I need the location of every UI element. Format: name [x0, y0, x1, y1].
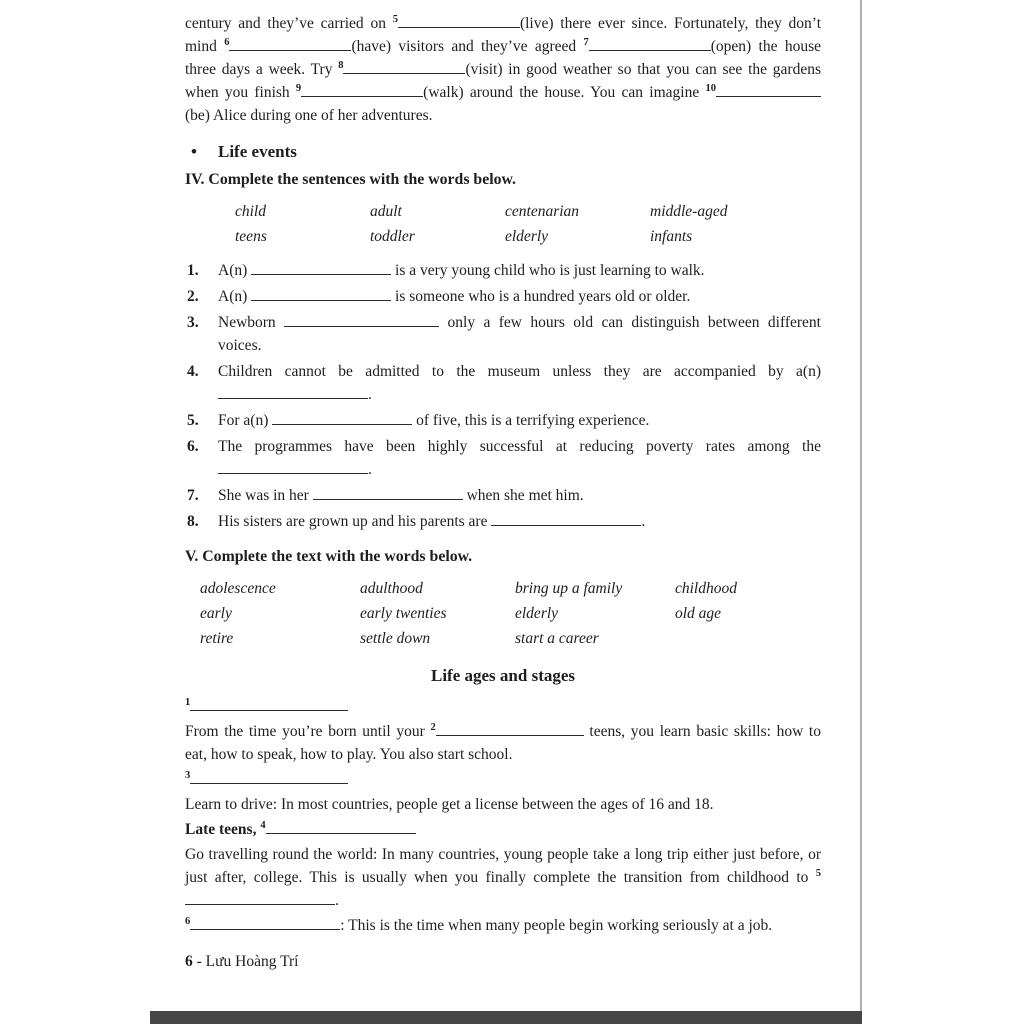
life-events-bullet-row [185, 140, 821, 163]
stage-early-teens-paragraph: From the time you’re born until your $^2$ teens, you learn basic skills: how to eat, how to speak, how to play. You also start school. [185, 721, 821, 763]
wordbank-word: retire [200, 630, 234, 647]
exercise-iv-item [185, 484, 821, 507]
item-number: 2. [187, 288, 199, 305]
item-number: 3. [187, 314, 199, 331]
wordbank-word: child [235, 203, 266, 220]
wordbank-word: bring up a family [515, 580, 623, 597]
item-number: 1. [187, 262, 199, 279]
wordbank-iv [185, 199, 821, 249]
wordbank-word: childhood [675, 580, 737, 597]
exercise-iv-item [185, 435, 821, 481]
stage-start-career-paragraph: $^6$ : This is the time when many people begin working seriously at a job. [185, 915, 773, 934]
wordbank-word: infants [650, 228, 693, 245]
stage-go-travelling-paragraph: Go travelling round the world: In many countries, young people take a long trip either just before, or just after, college. This is usually when you finally complete the transition from childhood to $^5$. [185, 846, 821, 909]
item-number: 5. [187, 412, 199, 429]
exercise-v-heading: V. Complete the text with the words below. [185, 548, 473, 565]
footer-author: - Lưu Hoàng Trí [192, 953, 299, 970]
item-text: A(n) is a very young child who is just learning to walk. [218, 262, 705, 279]
item-text: A(n) is someone who is a hundred years old or older. [218, 288, 691, 305]
stage-learn-to-drive-paragraph: Learn to drive: In most countries, people get a license between the ages of 16 and 18. [185, 796, 714, 813]
exercise-iv-item [185, 409, 821, 432]
wordbank-word: settle down [360, 630, 431, 647]
scan-bottom-bar [150, 1011, 862, 1024]
wordbank-word: adulthood [360, 580, 423, 597]
wordbank-word: start a career [515, 630, 599, 647]
wordbank-word: toddler [370, 228, 415, 245]
item-text: For a(n) of five, this is a terrifying experience. [218, 412, 650, 429]
item-text: She was in her when she met him. [218, 487, 584, 504]
page-content [185, 12, 821, 973]
wordbank-word: adult [370, 203, 402, 220]
exercise-iv-item [185, 259, 821, 282]
life-stages-text [185, 695, 821, 937]
item-number: 6. [187, 438, 199, 455]
bullet-icon: • [191, 142, 197, 161]
wordbank-word: centenarian [505, 203, 580, 220]
exercise-iv-list [185, 259, 821, 533]
exercise-iv-heading: IV. Complete the sentences with the words below. [185, 171, 516, 188]
stage-blank-3: 3 [185, 768, 821, 791]
exercise-iv-item [185, 311, 821, 357]
life-ages-title: Life ages and stages [430, 666, 576, 685]
page-number: 6 [185, 953, 193, 970]
wordbank-word: elderly [505, 228, 549, 245]
item-text: Newborn only a few hours old can distinguish between different voices. [218, 314, 821, 354]
gerund-exercise-paragraph: century and they’ve carried on $^5$ (live) there ever since. Fortunately, they don’t mind $^6$ (have) visitors and they’ve agreed $^7$ (open) the house three days a week. Try $^8$ (visit) in good weather so that you can see the gardens when you finish $^9$ (walk) around the house. You can imagine $^{10}$(be) Alice during one of her adventures. [185, 13, 821, 124]
exercise-iv-item [185, 360, 821, 406]
item-number: 8. [187, 513, 199, 530]
wordbank-word: early [200, 605, 232, 622]
wordbank-word: middle-aged [650, 203, 728, 220]
item-number: 4. [187, 363, 199, 380]
page-footer [185, 950, 821, 973]
item-text: His sisters are grown up and his parents are . [218, 513, 646, 530]
stage-late-teens-line: Late teens, $^4$ [185, 818, 821, 841]
exercise-iv-item [185, 510, 821, 533]
item-text: The programmes have been highly successful at reducing poverty rates among the . [218, 438, 821, 478]
page-edge-line [860, 0, 862, 1024]
wordbank-word: adolescence [200, 580, 276, 597]
life-events-label: Life events [218, 142, 297, 161]
item-text: Children cannot be admitted to the museum unless they are accompanied by a(n) . [218, 363, 821, 403]
item-number: 7. [187, 487, 199, 504]
wordbank-word: elderly [515, 605, 559, 622]
wordbank-word: teens [235, 228, 267, 245]
wordbank-v [185, 576, 821, 651]
wordbank-word: early twenties [360, 605, 447, 622]
wordbank-word: old age [675, 605, 722, 622]
exercise-iv-item [185, 285, 821, 308]
stage-blank-1: 1 [185, 695, 821, 718]
